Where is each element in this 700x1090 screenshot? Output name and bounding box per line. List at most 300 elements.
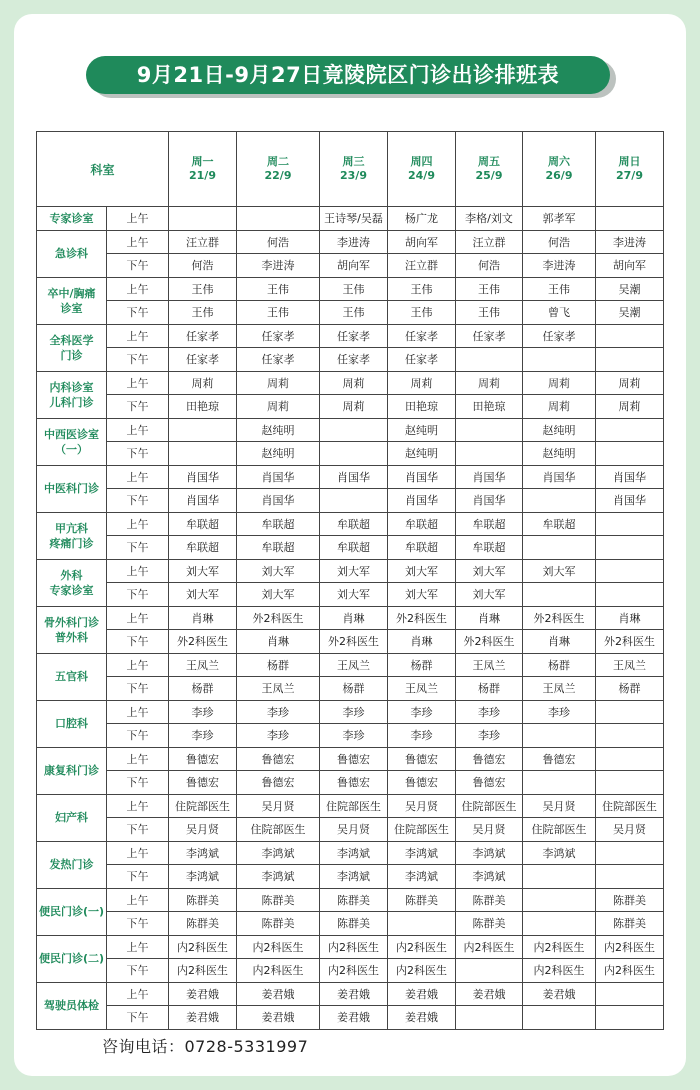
schedule-row — [37, 841, 664, 865]
doctor-cell: 周莉 — [596, 371, 664, 395]
doctor-cell: 王伟 — [320, 277, 388, 301]
doctor-cell: 周莉 — [237, 395, 320, 419]
doctor-cell: 刘大军 — [169, 559, 237, 583]
period-label: 下午 — [107, 301, 169, 325]
period-label: 下午 — [107, 1006, 169, 1030]
doctor-cell: 牟联超 — [320, 536, 388, 560]
period-label: 上午 — [107, 465, 169, 489]
doctor-cell: 肖琳 — [388, 630, 456, 654]
doctor-cell: 内2科医生 — [169, 935, 237, 959]
schedule-row — [37, 536, 664, 560]
period-label: 上午 — [107, 606, 169, 630]
schedule-row — [37, 771, 664, 795]
doctor-cell — [596, 982, 664, 1006]
day-date: 27/9 — [616, 169, 643, 182]
doctor-cell: 李珍 — [169, 724, 237, 748]
period-label: 上午 — [107, 371, 169, 395]
period-label: 上午 — [107, 841, 169, 865]
doctor-cell: 周莉 — [320, 395, 388, 419]
doctor-cell — [523, 348, 596, 372]
doctor-cell: 鲁德宏 — [169, 747, 237, 771]
doctor-cell: 周莉 — [456, 371, 523, 395]
doctor-cell — [596, 207, 664, 231]
doctor-cell: 李鸿斌 — [523, 841, 596, 865]
schedule-row — [37, 606, 664, 630]
doctor-cell: 刘大军 — [169, 583, 237, 607]
doctor-cell — [523, 865, 596, 889]
doctor-cell: 外2科医生 — [169, 630, 237, 654]
doctor-cell: 王凤兰 — [596, 653, 664, 677]
doctor-cell: 胡向军 — [596, 254, 664, 278]
doctor-cell — [388, 912, 456, 936]
doctor-cell: 李格/刘文 — [456, 207, 523, 231]
day-date: 21/9 — [189, 169, 216, 182]
doctor-cell: 李鸿斌 — [388, 841, 456, 865]
doctor-cell: 吴潮 — [596, 301, 664, 325]
doctor-cell: 李进涛 — [320, 230, 388, 254]
doctor-cell: 牟联超 — [320, 512, 388, 536]
doctor-cell: 刘大军 — [320, 583, 388, 607]
department-name: 内科诊室 儿科门诊 — [37, 371, 107, 418]
doctor-cell: 周莉 — [169, 371, 237, 395]
doctor-cell: 陈群美 — [237, 912, 320, 936]
schedule-row — [37, 489, 664, 513]
department-name: 卒中/胸痛 诊室 — [37, 277, 107, 324]
schedule-row — [37, 324, 664, 348]
doctor-cell — [456, 442, 523, 466]
doctor-cell — [456, 959, 523, 983]
doctor-cell: 陈群美 — [596, 912, 664, 936]
schedule-row — [37, 254, 664, 278]
doctor-cell: 赵纯明 — [388, 442, 456, 466]
doctor-cell: 杨群 — [523, 653, 596, 677]
doctor-cell: 李珍 — [456, 724, 523, 748]
day-date: 23/9 — [340, 169, 367, 182]
doctor-cell: 姜君娥 — [237, 1006, 320, 1030]
doctor-cell: 周莉 — [596, 395, 664, 419]
doctor-cell — [523, 1006, 596, 1030]
doctor-cell: 肖国华 — [320, 465, 388, 489]
doctor-cell: 李鸿斌 — [169, 865, 237, 889]
period-label: 下午 — [107, 677, 169, 701]
doctor-cell: 肖国华 — [237, 465, 320, 489]
doctor-cell: 何浩 — [456, 254, 523, 278]
doctor-cell: 肖国华 — [456, 465, 523, 489]
doctor-cell: 内2科医生 — [596, 935, 664, 959]
doctor-cell — [596, 512, 664, 536]
consult-phone: 咨询电话：0728-5331997 — [102, 1037, 309, 1056]
department-name: 中医科门诊 — [37, 465, 107, 512]
doctor-cell: 任家孝 — [320, 324, 388, 348]
schedule-row — [37, 418, 664, 442]
schedule-row — [37, 818, 664, 842]
doctor-cell: 李珍 — [388, 724, 456, 748]
doctor-cell: 内2科医生 — [456, 935, 523, 959]
day-name: 周四 — [410, 155, 433, 168]
doctor-cell: 内2科医生 — [523, 935, 596, 959]
doctor-cell: 刘大军 — [388, 559, 456, 583]
doctor-cell: 王凤兰 — [523, 677, 596, 701]
period-label: 下午 — [107, 912, 169, 936]
doctor-cell: 刘大军 — [320, 559, 388, 583]
schedule-row — [37, 630, 664, 654]
doctor-cell: 周莉 — [237, 371, 320, 395]
schedule-row — [37, 912, 664, 936]
doctor-cell: 杨广龙 — [388, 207, 456, 231]
doctor-cell: 姜君娥 — [523, 982, 596, 1006]
schedule-row — [37, 512, 664, 536]
period-label: 下午 — [107, 442, 169, 466]
department-name: 甲亢科 疼痛门诊 — [37, 512, 107, 559]
schedule-row — [37, 559, 664, 583]
doctor-cell — [596, 841, 664, 865]
schedule-row — [37, 677, 664, 701]
schedule-row — [37, 465, 664, 489]
schedule-row — [37, 700, 664, 724]
doctor-cell: 牟联超 — [388, 512, 456, 536]
day-name: 周二 — [267, 155, 289, 168]
period-label: 上午 — [107, 794, 169, 818]
period-label: 下午 — [107, 395, 169, 419]
period-label: 上午 — [107, 230, 169, 254]
doctor-cell: 周莉 — [523, 395, 596, 419]
doctor-cell: 鲁德宏 — [523, 747, 596, 771]
doctor-cell: 李鸿斌 — [456, 841, 523, 865]
schedule-row — [37, 959, 664, 983]
doctor-cell: 汪立群 — [169, 230, 237, 254]
doctor-cell: 李珍 — [523, 700, 596, 724]
doctor-cell: 内2科医生 — [237, 959, 320, 983]
doctor-cell: 王伟 — [523, 277, 596, 301]
doctor-cell: 陈群美 — [596, 888, 664, 912]
day-header — [456, 132, 523, 207]
doctor-cell: 李鸿斌 — [456, 865, 523, 889]
doctor-cell — [169, 418, 237, 442]
day-name: 周五 — [478, 155, 500, 168]
day-header — [596, 132, 664, 207]
doctor-cell: 外2科医生 — [523, 606, 596, 630]
doctor-cell: 李珍 — [388, 700, 456, 724]
doctor-cell: 王伟 — [169, 277, 237, 301]
doctor-cell: 刘大军 — [388, 583, 456, 607]
doctor-cell: 肖国华 — [388, 489, 456, 513]
doctor-cell — [596, 559, 664, 583]
schedule-row — [37, 442, 664, 466]
doctor-cell: 肖琳 — [237, 630, 320, 654]
doctor-cell: 内2科医生 — [169, 959, 237, 983]
doctor-cell: 鲁德宏 — [456, 771, 523, 795]
doctor-cell: 王诗琴/吴磊 — [320, 207, 388, 231]
period-label: 上午 — [107, 559, 169, 583]
schedule-row — [37, 653, 664, 677]
doctor-cell: 李珍 — [237, 724, 320, 748]
period-label: 下午 — [107, 724, 169, 748]
period-label: 下午 — [107, 959, 169, 983]
period-label: 上午 — [107, 277, 169, 301]
doctor-cell: 周莉 — [320, 371, 388, 395]
doctor-cell: 何浩 — [523, 230, 596, 254]
doctor-cell: 内2科医生 — [388, 959, 456, 983]
department-name: 驾驶员体检 — [37, 982, 107, 1029]
doctor-cell: 肖琳 — [169, 606, 237, 630]
period-label: 下午 — [107, 583, 169, 607]
doctor-cell: 牟联超 — [237, 536, 320, 560]
doctor-cell: 田艳琼 — [456, 395, 523, 419]
doctor-cell: 鲁德宏 — [169, 771, 237, 795]
doctor-cell: 内2科医生 — [320, 935, 388, 959]
doctor-cell: 曾飞 — [523, 301, 596, 325]
doctor-cell: 姜君娥 — [320, 1006, 388, 1030]
doctor-cell — [596, 442, 664, 466]
doctor-cell: 任家孝 — [237, 324, 320, 348]
doctor-cell — [523, 912, 596, 936]
doctor-cell: 李进涛 — [523, 254, 596, 278]
doctor-cell: 李珍 — [169, 700, 237, 724]
doctor-cell: 郭孝军 — [523, 207, 596, 231]
department-name: 中西医诊室 （一） — [37, 418, 107, 465]
period-label: 下午 — [107, 865, 169, 889]
doctor-cell: 陈群美 — [456, 912, 523, 936]
doctor-cell — [169, 207, 237, 231]
doctor-cell: 鲁德宏 — [388, 771, 456, 795]
doctor-cell: 任家孝 — [388, 324, 456, 348]
doctor-cell: 赵纯明 — [237, 418, 320, 442]
department-name: 骨外科门诊 普外科 — [37, 606, 107, 653]
doctor-cell: 胡向军 — [388, 230, 456, 254]
doctor-cell: 外2科医生 — [388, 606, 456, 630]
doctor-cell: 王凤兰 — [456, 653, 523, 677]
doctor-cell: 肖国华 — [523, 465, 596, 489]
doctor-cell: 肖国华 — [237, 489, 320, 513]
doctor-cell: 住院部医生 — [523, 818, 596, 842]
doctor-cell: 李珍 — [456, 700, 523, 724]
doctor-cell: 何浩 — [237, 230, 320, 254]
doctor-cell: 住院部医生 — [456, 794, 523, 818]
doctor-cell: 杨群 — [388, 653, 456, 677]
doctor-cell — [596, 771, 664, 795]
doctor-cell: 任家孝 — [456, 324, 523, 348]
doctor-cell: 赵纯明 — [523, 418, 596, 442]
doctor-cell: 吴月贤 — [169, 818, 237, 842]
doctor-cell: 鲁德宏 — [237, 771, 320, 795]
doctor-cell: 姜君娥 — [456, 982, 523, 1006]
doctor-cell: 牟联超 — [456, 512, 523, 536]
schedule-row — [37, 230, 664, 254]
day-header — [169, 132, 237, 207]
doctor-cell: 外2科医生 — [456, 630, 523, 654]
period-label: 下午 — [107, 348, 169, 372]
doctor-cell: 姜君娥 — [237, 982, 320, 1006]
doctor-cell: 王伟 — [237, 301, 320, 325]
doctor-cell — [320, 489, 388, 513]
doctor-cell: 王凤兰 — [237, 677, 320, 701]
doctor-cell: 住院部医生 — [596, 794, 664, 818]
schedule-row — [37, 348, 664, 372]
schedule-row — [37, 747, 664, 771]
doctor-cell — [596, 865, 664, 889]
doctor-cell: 田艳琼 — [169, 395, 237, 419]
doctor-cell: 内2科医生 — [237, 935, 320, 959]
header-row — [37, 132, 664, 207]
doctor-cell: 任家孝 — [237, 348, 320, 372]
doctor-cell: 王伟 — [169, 301, 237, 325]
doctor-cell: 陈群美 — [169, 888, 237, 912]
doctor-cell: 赵纯明 — [523, 442, 596, 466]
doctor-cell: 刘大军 — [237, 559, 320, 583]
doctor-cell — [523, 888, 596, 912]
period-label: 上午 — [107, 935, 169, 959]
doctor-cell: 陈群美 — [388, 888, 456, 912]
doctor-cell: 陈群美 — [237, 888, 320, 912]
doctor-cell: 李珍 — [320, 724, 388, 748]
doctor-cell — [456, 1006, 523, 1030]
doctor-cell: 汪立群 — [456, 230, 523, 254]
doctor-cell: 李进涛 — [237, 254, 320, 278]
schedule-row — [37, 982, 664, 1006]
department-name: 口腔科 — [37, 700, 107, 747]
schedule-row — [37, 794, 664, 818]
department-name: 急诊科 — [37, 230, 107, 277]
schedule-row — [37, 395, 664, 419]
doctor-cell: 外2科医生 — [237, 606, 320, 630]
doctor-cell — [523, 489, 596, 513]
department-name: 外科 专家诊室 — [37, 559, 107, 606]
doctor-cell: 鲁德宏 — [388, 747, 456, 771]
doctor-cell: 李鸿斌 — [237, 865, 320, 889]
department-name: 便民门诊(一) — [37, 888, 107, 935]
doctor-cell — [169, 442, 237, 466]
doctor-cell: 肖琳 — [456, 606, 523, 630]
doctor-cell: 刘大军 — [523, 559, 596, 583]
period-label: 上午 — [107, 512, 169, 536]
doctor-cell: 李鸿斌 — [388, 865, 456, 889]
doctor-cell: 王伟 — [320, 301, 388, 325]
day-date: 22/9 — [264, 169, 292, 182]
doctor-cell — [596, 583, 664, 607]
period-label: 上午 — [107, 653, 169, 677]
day-date: 24/9 — [408, 169, 435, 182]
doctor-cell: 任家孝 — [388, 348, 456, 372]
day-header — [237, 132, 320, 207]
schedule-row — [37, 583, 664, 607]
doctor-cell — [596, 536, 664, 560]
doctor-cell: 内2科医生 — [388, 935, 456, 959]
doctor-cell: 肖琳 — [320, 606, 388, 630]
schedule-row — [37, 888, 664, 912]
doctor-cell — [596, 1006, 664, 1030]
doctor-cell: 牟联超 — [237, 512, 320, 536]
doctor-cell: 杨群 — [320, 677, 388, 701]
doctor-cell: 陈群美 — [456, 888, 523, 912]
doctor-cell: 住院部医生 — [169, 794, 237, 818]
department-name: 康复科门诊 — [37, 747, 107, 794]
doctor-cell: 牟联超 — [169, 512, 237, 536]
doctor-cell: 鲁德宏 — [320, 771, 388, 795]
doctor-cell: 汪立群 — [388, 254, 456, 278]
doctor-cell: 任家孝 — [169, 324, 237, 348]
doctor-cell: 杨群 — [169, 677, 237, 701]
doctor-cell: 牟联超 — [456, 536, 523, 560]
doctor-cell: 姜君娥 — [388, 1006, 456, 1030]
doctor-cell: 王凤兰 — [320, 653, 388, 677]
doctor-cell: 肖国华 — [388, 465, 456, 489]
doctor-cell — [523, 724, 596, 748]
period-label: 下午 — [107, 630, 169, 654]
doctor-cell: 何浩 — [169, 254, 237, 278]
schedule-row — [37, 207, 664, 231]
doctor-cell: 任家孝 — [320, 348, 388, 372]
doctor-cell: 杨群 — [456, 677, 523, 701]
doctor-cell — [523, 536, 596, 560]
doctor-cell: 内2科医生 — [320, 959, 388, 983]
doctor-cell — [596, 324, 664, 348]
doctor-cell: 周莉 — [523, 371, 596, 395]
doctor-cell: 外2科医生 — [596, 630, 664, 654]
doctor-cell: 田艳琼 — [388, 395, 456, 419]
doctor-cell: 肖国华 — [169, 465, 237, 489]
period-label: 下午 — [107, 771, 169, 795]
department-name: 便民门诊(二) — [37, 935, 107, 982]
day-name: 周六 — [548, 155, 570, 168]
schedule-row — [37, 865, 664, 889]
doctor-cell: 内2科医生 — [596, 959, 664, 983]
doctor-cell: 李鸿斌 — [169, 841, 237, 865]
period-label: 下午 — [107, 254, 169, 278]
period-label: 下午 — [107, 536, 169, 560]
doctor-cell: 吴潮 — [596, 277, 664, 301]
doctor-cell: 王凤兰 — [388, 677, 456, 701]
period-label: 上午 — [107, 207, 169, 231]
doctor-cell: 刘大军 — [456, 583, 523, 607]
day-name: 周日 — [618, 155, 641, 168]
schedule-row — [37, 1006, 664, 1030]
period-label: 上午 — [107, 982, 169, 1006]
doctor-cell: 杨群 — [237, 653, 320, 677]
period-label: 下午 — [107, 818, 169, 842]
doctor-cell: 姜君娥 — [388, 982, 456, 1006]
period-label: 下午 — [107, 489, 169, 513]
period-label: 上午 — [107, 747, 169, 771]
page-title: 9月21日-9月27日竟陵院区门诊出诊排班表 — [86, 56, 610, 94]
doctor-cell: 李珍 — [237, 700, 320, 724]
department-name: 全科医学 门诊 — [37, 324, 107, 371]
doctor-cell: 吴月贤 — [388, 794, 456, 818]
doctor-cell: 住院部医生 — [320, 794, 388, 818]
doctor-cell: 鲁德宏 — [456, 747, 523, 771]
doctor-cell: 周莉 — [388, 371, 456, 395]
doctor-cell: 姜君娥 — [320, 982, 388, 1006]
doctor-cell: 李鸿斌 — [237, 841, 320, 865]
doctor-cell — [596, 747, 664, 771]
doctor-cell — [523, 583, 596, 607]
doctor-cell: 吴月贤 — [456, 818, 523, 842]
doctor-cell: 姜君娥 — [169, 1006, 237, 1030]
doctor-cell: 杨群 — [596, 677, 664, 701]
doctor-cell: 吴月贤 — [523, 794, 596, 818]
day-date: 26/9 — [545, 169, 573, 182]
day-name: 周三 — [342, 155, 365, 168]
schedule-row — [37, 724, 664, 748]
dept-header: 科室 — [37, 132, 169, 207]
doctor-cell — [456, 418, 523, 442]
doctor-cell: 王伟 — [456, 301, 523, 325]
doctor-cell: 赵纯明 — [388, 418, 456, 442]
doctor-cell: 赵纯明 — [237, 442, 320, 466]
doctor-cell: 李珍 — [320, 700, 388, 724]
doctor-cell: 陈群美 — [320, 912, 388, 936]
doctor-cell: 姜君娥 — [169, 982, 237, 1006]
doctor-cell: 李进涛 — [596, 230, 664, 254]
